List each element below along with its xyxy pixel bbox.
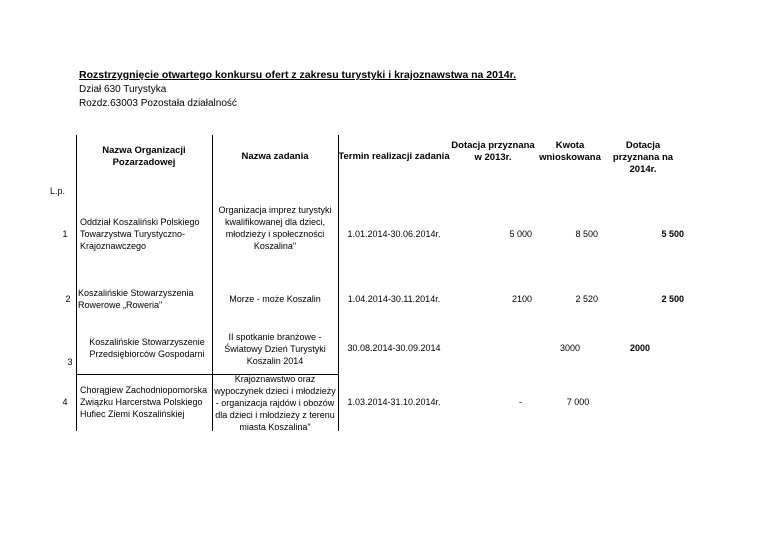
row-kwota: 3000 [559, 343, 581, 353]
row-termin: 1.03.2014-31.10.2014r. [347, 397, 441, 407]
rozdzial-label: Rozdz.63003 Pozostała działalność [79, 98, 237, 109]
row-dotacja-2014: 5 500 [661, 229, 684, 239]
row-dotacja-2014: 2 500 [661, 294, 684, 304]
row-zadanie: Organizacja imprez turystyki kwalifikowanej dla dzieci, młodzieży i społeczności Koszalina" [218, 205, 332, 251]
header-dotacja-2014: Dotacja przyznana na 2014r. [612, 140, 674, 175]
row-dotacja-2013: 5 000 [509, 229, 532, 239]
table-divider-zadanie [338, 135, 339, 431]
row-lp: 2 [65, 294, 71, 304]
table-divider-organizacja [212, 135, 213, 431]
row-dotacja-2013: - [519, 397, 522, 407]
header-termin: Termin realizacji zadania [338, 151, 450, 162]
row-zadanie: II spotkanie branżowe - Światowy Dzień Turystyki Koszalin 2014 [224, 332, 326, 366]
table-border-left [76, 135, 77, 431]
row-termin: 1.04.2014-30.11.2014r. [347, 294, 441, 304]
row-termin: 30.08.2014-30.09.2014 [347, 343, 441, 353]
row-lp: 1 [62, 229, 68, 239]
header-dotacja-2013: Dotacja przyznana w 2013r. [451, 140, 535, 163]
row-termin: 1.01.2014-30.06.2014r. [347, 229, 441, 239]
row-dotacja-2014: 2000 [629, 343, 651, 353]
row-kwota: 2 520 [575, 294, 598, 304]
header-zadanie: Nazwa zadania [241, 151, 309, 162]
document-title: Rozstrzygnięcie otwartego konkursu ofert z zakresu turystyki i krajoznawstwa na 2014r. [79, 69, 517, 81]
row-zadanie: Morze - może Koszalin [229, 294, 321, 304]
header-organizacja: Nazwa Organizacji Pozarzadowej [102, 145, 186, 168]
row-kwota: 8 500 [575, 229, 598, 239]
row-lp: 3 [67, 357, 73, 367]
row-organizacja: Koszalińskie Stowarzyszenie Przedsiębiorców Gospodarni [89, 337, 205, 359]
header-kwota-wnioskowana: Kwota wnioskowana [539, 140, 601, 163]
row-organizacja: Chorągiew Zachodniopomorska Związku Harcerstwa Polskiego Hufiec Ziemi Koszalińskiej [80, 385, 208, 419]
row-zadanie: Krajoznawstwo oraz wypoczynek dzieci i młodzieży - organizacja rajdów i obozów dla dzieci i młodzieży z terenu miasta Koszalina" [214, 374, 336, 432]
row-dotacja-2013: 2100 [511, 294, 532, 304]
row-kwota: 7 000 [566, 397, 590, 407]
row-organizacja: Oddział Koszaliński Polskiego Towarzystwa Turystyczno-Krajoznawczego [80, 217, 200, 251]
header-lp: L.p. [50, 186, 66, 196]
row-organizacja: Koszalińskie Stowarzyszenia Rowerowe „Roweria" [78, 288, 194, 310]
row-lp: 4 [62, 397, 68, 407]
dzial-label: Dział 630 Turystyka [79, 84, 167, 95]
